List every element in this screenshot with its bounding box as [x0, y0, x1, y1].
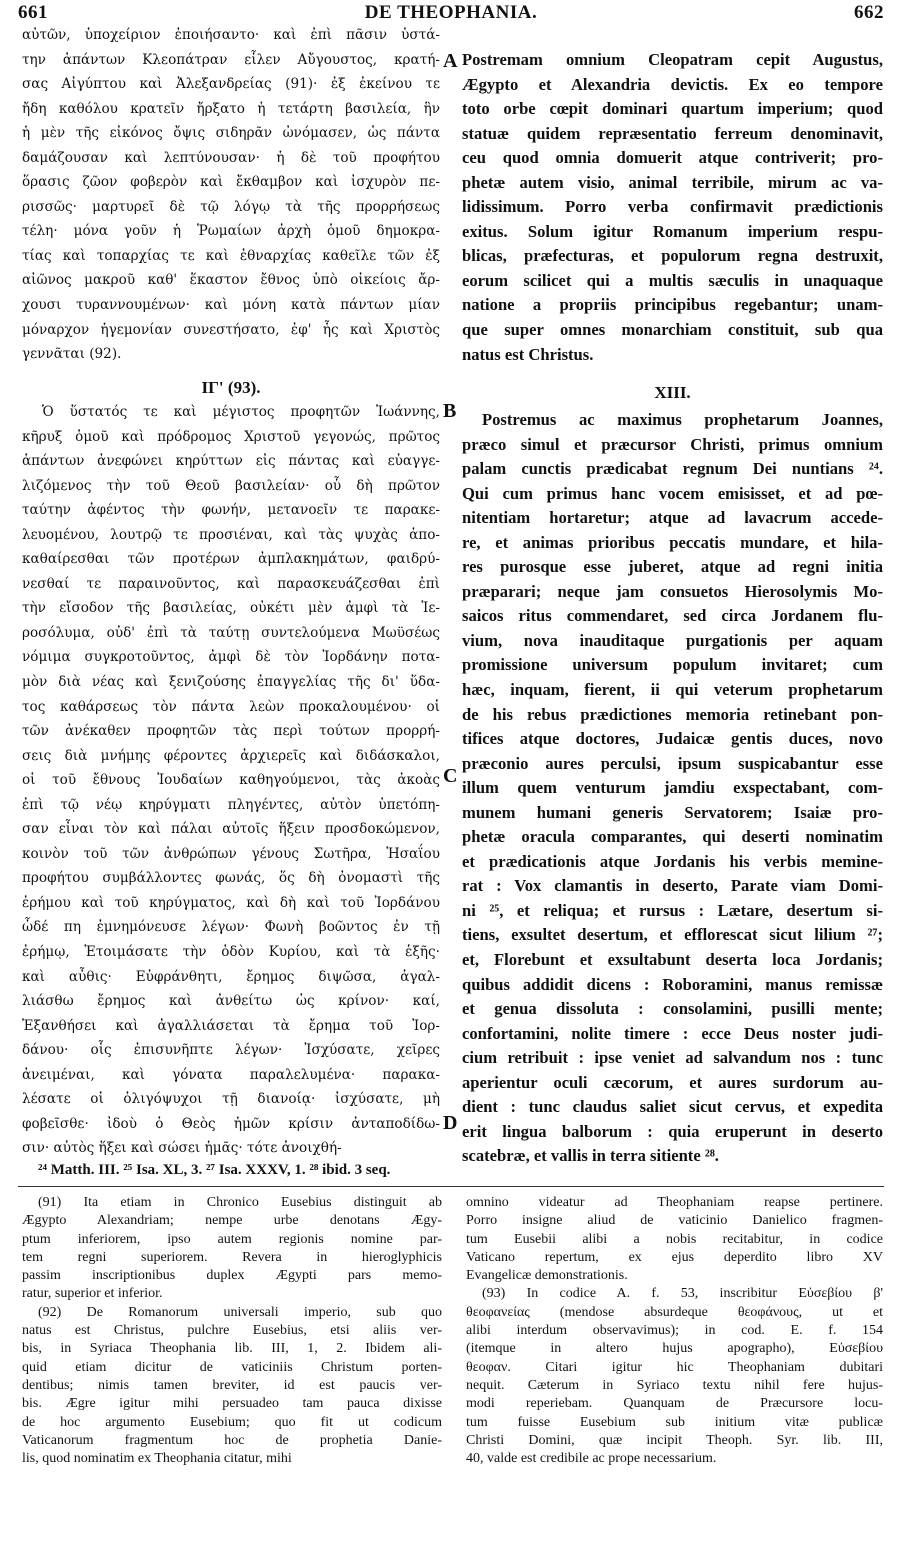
- latin-text-line: saicos ritus commendaret, sed circa Jordanem flu-: [462, 606, 883, 626]
- note-line: Ægypto Alexandriam; nempe urbe denotans Ægy-: [22, 1213, 442, 1229]
- latin-text-line: toto orbe cœpit dominari quartum imperium; quod: [462, 99, 883, 119]
- greek-text-line: προφήτου συμβάλλοντες φωνάς, ὅς δὴ ὀνομαστὶ τῆς: [22, 870, 440, 887]
- greek-text-line: ὧδέ πη ἐμνημόνευσε λέγων· Φωνὴ βοῶντος ἐν τῇ: [22, 919, 440, 936]
- margin-marker-a: A: [443, 50, 458, 72]
- note-line: Porro insigne aliud de vaticinio Danielico fragmen-: [466, 1213, 883, 1229]
- latin-column-bottom: [462, 408, 883, 1168]
- latin-text-line: Ægypto et Alexandria devictis. Ex eo tempore: [462, 74, 883, 94]
- latin-text-line: tiens, exsultet desertum, et efflorescat sicut lilium ²⁷;: [462, 925, 883, 945]
- note-line: Vaticanorum fragmentum hoc de prophetia Danie-: [22, 1432, 442, 1448]
- note-line: omnino videatur ad Theophaniam reapse pertinere.: [466, 1195, 883, 1210]
- note-line: lis, quod nominatim ex Theophania citatur, mihi: [22, 1451, 292, 1467]
- note-line: Christi Domini, quæ incipit Theoph. Syr. lib. III,: [466, 1432, 883, 1448]
- latin-text-line: aperientur oculi cæcorum, et aures surdorum au-: [462, 1072, 883, 1092]
- latin-text-line: ceu quod omnia domuerit atque contriverit; pro-: [462, 148, 883, 168]
- greek-text-line: λευομένου, λουτρῷ τε προσιέναι, καὶ τὰς ψυχὰς ἀπο-: [22, 526, 440, 543]
- latin-text-line: Postremam omnium Cleopatram cepit Augustus,: [462, 50, 883, 69]
- latin-text-line: natione a propriis principibus regebantur; unam-: [462, 295, 883, 315]
- latin-text-line: illum quem venturum jamdiu exspectabant, com-: [462, 778, 883, 798]
- latin-text-line: promissione universum populum invitaret; cum: [462, 655, 883, 675]
- greek-text-line: τῶν ἀνέκαθεν προφητῶν τὰς περὶ τούτων προρρή-: [22, 723, 440, 740]
- note-line: (92) De Romanorum universali imperio, sub quo: [38, 1304, 442, 1320]
- latin-text-line: ni ²⁵, et reliqua; et rursus : Lætare, desertum si-: [462, 900, 883, 920]
- greek-text-line: ροσόλυμα, οὐδ' ἐπὶ τὰ ταύτῃ συντελούμενα Μωϋσέως: [22, 624, 440, 641]
- margin-marker-c: C: [443, 765, 458, 787]
- latin-text-line: Qui cum primus hanc vocem emisisset, et ad pœ-: [462, 483, 883, 503]
- latin-text-line: blicas, præfecturas, et populorum regna destruxit,: [462, 246, 883, 266]
- greek-text-line: κῆρυξ ὁμοῦ καὶ πρόδρομος Χριστοῦ γεγονώς, πρῶτος: [22, 428, 440, 445]
- greek-text-line: Ἐξανθήσει καὶ ἀγαλλιάσεται τὰ ἔρημα τοῦ Ἰορ-: [22, 1017, 440, 1034]
- note-line: (itemque in altero hujus apographo), Εὐσεβίου: [466, 1341, 883, 1357]
- note-line: tum fuisse Eusebium sub initium vitæ publicæ: [466, 1414, 883, 1430]
- latin-text-line: tifices atque doctores, Judaicæ gentis duces, novo: [462, 729, 883, 749]
- greek-text-line: ἐρήμῳ, Ἑτοιμάσατε τὴν ὁδὸν Κυρίου, καὶ τὰ ἑξῆς·: [22, 944, 440, 961]
- latin-text-line: confortamini, nolite timere : ecce Deus noster judi-: [462, 1023, 883, 1043]
- greek-text-line: ἡ μὲν τῆς εἰκόνος ὄψις σιδηρᾶν ὠνόμασεν, ὡς πάντα: [22, 125, 440, 142]
- greek-text-line: γεννᾶται (92).: [22, 346, 122, 363]
- note-line: ptum inferiorem, ipso autem regionis nomine par-: [22, 1231, 442, 1247]
- greek-text-line: ὅρασις ζῶον φοβερὸν καὶ ἔκθαμβον καὶ ἰσχυρὸν πε-: [22, 174, 440, 191]
- latin-text-line: quibus addidit dicens : Roboramini, manus remissæ: [462, 974, 883, 994]
- greek-text-line: λιζόμενος τὴν τοῦ Θεοῦ βασιλείαν· οὗ δὴ πρῶτον: [22, 477, 440, 494]
- greek-text-line: δάνου· οἷς ἐπισυνῆπτε λέγων· Ἰσχύσατε, χεῖρες: [22, 1042, 440, 1059]
- greek-text-line: σας Αἰγύπτου καὶ Ἀλεξανδρείας (91)· ἐξ ἐκείνου τε: [22, 76, 440, 93]
- latin-text-line: et genua dissoluta : consolamini, pusilli mente;: [462, 999, 883, 1019]
- note-line: quid etiam dicitur de vaticiniis Christum porten-: [22, 1359, 442, 1375]
- latin-text-line: dient : tunc claudus saliet sicut cervus, et expedita: [462, 1097, 883, 1117]
- greek-text-line: καὶ αὖθις· Εὐφράνθητι, ἔρημος διψῶσα, ἀγαλ-: [22, 968, 440, 985]
- running-title: DE THEOPHANIA.: [364, 2, 538, 23]
- greek-column-bottom: [22, 400, 440, 1165]
- greek-text-line: αὐτῶν, ὑποχείριον ἐποιήσαντο· καὶ ἐπὶ πᾶσιν ὑστά-: [22, 27, 440, 43]
- note-line: dentibus; nimis tamen breviter, id est paucis ver-: [22, 1377, 442, 1393]
- note-line: tem regni superiorem. Revera in hieroglyphicis: [22, 1249, 442, 1265]
- greek-text-line: μόναρχον ἡγεμονίαν συνεστήσατο, ἐφ' ἧς καὶ Χριστὸς: [22, 321, 440, 338]
- greek-text-line: τος καθάρσεως τὸν πάντα λεὼν προκαλουμένου· οἱ: [22, 698, 440, 715]
- latin-text-line: lidissimum. Porro verba confirmavit prædictionis: [462, 197, 883, 217]
- latin-text-line: hæc, inquam, fierent, ii qui veterum prophetarum: [462, 680, 883, 700]
- note-line: modi reperiebam. Quanquam de Præcursore locu-: [466, 1396, 883, 1412]
- note-line: ratur, superior et inferior.: [22, 1286, 163, 1302]
- greek-text-line: λιάσθω ἔρημος καὶ ἀνθείτω ὡς κρίνον· καί,: [22, 993, 440, 1010]
- greek-text-line: δαμάζουσαν καὶ λεπτύνουσαν· ἡ δὲ τοῦ προφήτου: [22, 149, 440, 166]
- note-line: (91) Ita etiam in Chronico Eusebius distinguit ab: [38, 1195, 442, 1210]
- latin-text-line: rat : Vox clamantis in deserto, Parate viam Domi-: [462, 876, 883, 896]
- notes-left-column: [22, 1194, 442, 1524]
- note-line: θεοφαν. Citari igitur hic Theophaniam dubitari: [466, 1359, 883, 1375]
- greek-text-line: τέλη· μόνα γοῦν ἡ Ῥωμαίων ἀρχὴ ὁμοῦ δημοκρα-: [22, 223, 440, 240]
- note-line: passim inscriptionibus duplex Ægypti pars memo-: [22, 1268, 442, 1284]
- latin-text-line: munem humani generis Servatorem; Isaiæ pro-: [462, 802, 883, 822]
- greek-text-line: αἰῶνος μακροῦ καθ' ἕκαστον ἔθνος ὑπὸ οἰκείοις ἄρ-: [22, 272, 440, 289]
- latin-text-line: erit lingua balborum : quia eruperunt in deserto: [462, 1121, 883, 1141]
- latin-text-line: eorum scilicet qui a multis sæculis in unaquaque: [462, 270, 883, 290]
- note-line: alibi interdum observavimus); in cod. E. f. 154: [466, 1323, 883, 1339]
- greek-section-title: IΓ' (93).: [201, 378, 261, 397]
- greek-text-line: τίας καὶ τοπαρχίας τε καὶ ἐθναρχίας καθεῖλε τῶν ἐξ: [22, 247, 440, 264]
- latin-text-line: cium retribuit : ipse veniet ad salvandum nos : tunc: [462, 1048, 883, 1068]
- page-number-right: 662: [854, 2, 884, 23]
- latin-text-line: re, et animas prioribus peccatis mundare, et hila-: [462, 532, 883, 552]
- greek-text-line: κοινὸν τοῦ τῶν ἀνθρώπων γένους Σωτῆρα, Ἡσαΐου: [22, 845, 440, 862]
- greek-text-line: νεσθαί τε παραινοῦντος, καὶ παρασκευάζεσθαι ἐπὶ: [22, 575, 440, 592]
- latin-text-line: palam cunctis prædicabat regnum Dei nuntians ²⁴.: [462, 459, 883, 479]
- note-line: natus est Christus, pulchre Eusebius, etsi aliis ver-: [22, 1323, 442, 1339]
- greek-text-line: ἤδη καθόλου κρατεῖν ἤρξατο ἡ τετάρτη βασιλεία, ἣν: [22, 100, 440, 117]
- greek-text-line: νόμιμα συγκροτοῦντος, ἀμφὶ δὲ τὸν Ἰορδάνην ποτα-: [22, 649, 440, 666]
- note-line: nequit. Cæterum in Syriaco textu nihil fere hujus-: [466, 1377, 883, 1393]
- greek-column-top: [22, 23, 440, 373]
- latin-text-line: præco simul et præcursor Christi, primus omnium: [462, 434, 883, 454]
- latin-text-line: que super omnes monarchiam constituit, sub qua: [462, 320, 883, 340]
- footnote-rule: [18, 1186, 884, 1187]
- latin-text-line: natus est Christus.: [462, 344, 594, 364]
- greek-text-line: καθαίρεσθαι τῶν προτέρων ἀμπλακημάτων, φαιδρύ-: [22, 551, 440, 568]
- margin-marker-b: B: [443, 400, 457, 422]
- greek-text-line: φοβεῖσθε· ἰδοὺ ὁ Θεὸς ἡμῶν κρίσιν ἀνταποδίδω-: [22, 1115, 440, 1132]
- latin-text-line: de his rebus prædictiones memoria retinebant pon-: [462, 704, 883, 724]
- note-line: Evangelicæ demonstrationis.: [466, 1268, 628, 1284]
- latin-text-line: præconio aures perculsi, ipsum suspicabantur esse: [462, 753, 883, 773]
- note-line: bis, in Syriaca Theophania lib. III, 1, 2. Ibidem ali-: [22, 1341, 442, 1357]
- greek-text-line: την ἁπάντων Κλεοπάτραν εἷλεν Αὔγουστος, κρατή-: [22, 51, 440, 68]
- greek-text-line: ρισσῶς· μαρτυρεῖ δὲ τῷ λόγῳ τὰ τῆς προρρήσεως: [22, 198, 440, 215]
- greek-text-line: ἀνειμέναι, καὶ γόνατα παραλελυμένα· παρακα-: [22, 1066, 440, 1083]
- latin-text-line: vium, nova inauditaque purgationis per aquam: [462, 630, 883, 650]
- note-line: Vaticano repertum, ex ejus deperdito libro XV: [466, 1249, 883, 1265]
- notes-right-column: [466, 1194, 883, 1524]
- latin-text-line: Postremus ac maximus prophetarum Joannes,: [482, 410, 883, 429]
- greek-text-line: ἐπὶ τῷ νέῳ κηρύγματι πληγέντες, αὐτὸν ὑπετόπη-: [22, 796, 440, 813]
- page-number-left: 661: [18, 2, 48, 23]
- greek-text-line: οἱ τοῦ ἔθνους Ἰουδαίων καθηγούμενοι, τὰς ἀκοὰς: [22, 772, 440, 789]
- greek-text-line: σιν· αὐτὸς ἥξει καὶ σώσει ἡμᾶς· τότε ἀνοιχθή-: [22, 1140, 342, 1157]
- note-line: θεοφανείας (mendose absurdeque θεοφάνους, ut et: [466, 1304, 883, 1320]
- greek-text-line: Ὁ ὕστατός τε καὶ μέγιστος προφητῶν Ἰωάννης,: [42, 404, 440, 420]
- note-line: de hoc argumento Eusebium; quo fit ut codicum: [22, 1414, 442, 1430]
- note-line: bis. Ægre igitur mihi persuadeo tam pauca dixisse: [22, 1396, 442, 1412]
- latin-text-line: statuæ quidem repræsentatio ferreum denominavit,: [462, 123, 883, 143]
- scripture-footnotes: ²⁴ Matth. III. ²⁵ Isa. XL, 3. ²⁷ Isa. XXXV, 1. ²⁸ ibid. 3 seq.: [38, 1162, 391, 1178]
- note-line: 40, valde est credibile ac prope necessarium.: [466, 1451, 717, 1467]
- latin-text-line: phetæ autem visio, animal terribile, mirum ac va-: [462, 172, 883, 192]
- margin-marker-d: D: [443, 1112, 458, 1134]
- greek-text-line: ἐρήμου καὶ τοῦ κηρύγματος, καὶ δὴ καὶ τοῦ Ἰορδάνου: [22, 894, 440, 911]
- latin-text-line: nitentiam hortaretur; atque ad lavacrum accede-: [462, 508, 883, 528]
- latin-text-line: phetæ oracula comparantes, qui deserti nominatim: [462, 827, 883, 847]
- latin-text-line: scatebræ, et vallis in terra sitiente ²⁸.: [462, 1146, 719, 1166]
- greek-text-line: τὴν εἴσοδον τῆς βασιλείας, οὐκέτι μὲν ἀμφὶ τὰ Ἱε-: [22, 600, 440, 617]
- greek-text-line: μὸν διὰ νέας καὶ ξενιζούσης ἐπαγγελίας τῆς δι' ὕδα-: [22, 674, 440, 691]
- latin-text-line: res purosque esse juberet, atque ad regni initia: [462, 557, 883, 577]
- latin-text-line: et prædicationis atque Jordanis his verbis memine-: [462, 851, 883, 871]
- note-line: tum Eusebii alibi a nobis recitabitur, in codice: [466, 1231, 883, 1247]
- greek-text-line: σαν εἶναι τὸν καὶ πάλαι αὐτοῖς ἥξειν προσδοκώμενον,: [22, 821, 440, 838]
- greek-text-line: σεις διὰ μνήμης φέροντες ἀρχιερεῖς καὶ διδάσκαλοι,: [22, 747, 440, 764]
- latin-column-top: [462, 48, 883, 373]
- greek-text-line: χουσι τυραννουμένων· καὶ μόνη κατὰ πάντων μίαν: [22, 297, 440, 314]
- latin-text-line: et, Florebunt et exsultabunt deserta loca Jordanis;: [462, 950, 883, 970]
- latin-text-line: exitus. Solum igitur Romanum imperium respu-: [462, 221, 883, 241]
- latin-section-title: XIII.: [654, 383, 691, 402]
- note-line: (93) In codice A. f. 53, inscribitur Εὐσεβίου β': [482, 1286, 883, 1302]
- latin-text-line: præparari; neque jam consuetos Hierosolymis Mo-: [462, 581, 883, 601]
- greek-text-line: ταύτην ἀφέντος τὴν φωνήν, μετανοεῖν τε παρακε-: [22, 502, 440, 519]
- greek-text-line: λέσατε οἱ ὀλιγόψυχοι τῇ διανοίᾳ· ἰσχύσατε, μὴ: [22, 1091, 440, 1108]
- greek-text-line: ἁπάντων ἀνεφώνει κηρύττων εἰς πάντας καὶ εὐαγγε-: [22, 453, 440, 470]
